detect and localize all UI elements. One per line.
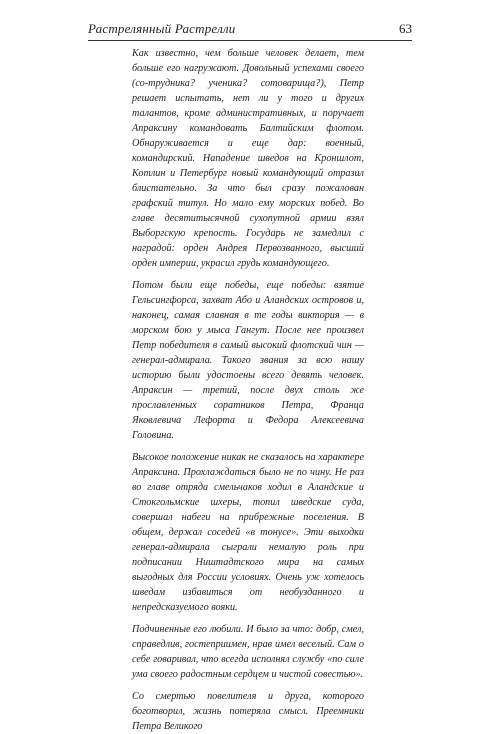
paragraph-character-raids: Высокое положение никак не сказалось на характере Апраксина. Прохлаждаться было не по чину. Не раз во главе отряда смельчаков ходил в Аландские и Стокгольмские шхеры, топил шведские суда, совершал набеги на прибрежные поселения. В общем, держал соседей «в тонусе». Эти выходки генерал-адмирала сыграли немалую роль при подписании Ништадтского мира на самых выгодных для России условиях. Очень уж хотелось шведам избавиться от необузданного и непредсказуемого вояки. — [132, 452, 364, 613]
header-rule — [88, 40, 412, 41]
book-title: Растрелянный Растрелли — [88, 21, 236, 36]
paragraph-death-of-peter: Со смертью повелителя и друга, которого боготворил, жизнь потеряла смысл. Преемники Петра Великого — [132, 691, 364, 732]
page-body — [132, 46, 364, 734]
page-number: 63 — [399, 21, 412, 36]
paragraph-subordinates: Подчиненные его любили. И было за что: добр, смел, справедлив, гостеприимен, нрав имел веселый. Сам о себе говаривал, что всегда исполнял службу «по силе ума своего радостным сердцем и чистой совестью». — [132, 624, 364, 680]
paragraph-victories-general-admiral: Потом были еще победы, еще победы: взятие Гельсингфорса, захват Або и Аландских островов и, наконец, самая славная в те годы виктория — в морском бою у мыса Гангут. После нее произвел Петр победителя в самый высокий флотский чин — генерал-адмирала. Такого звания за всю нашу историю были удостоены всего девять человек. Апраксин — третий, после двух столь же прославленных соратников Петра, Франца Яковлевича Лефорта и Федора Алексеевича Головина. — [132, 280, 364, 441]
paragraph-apraksin-fleet-command: Как известно, чем больше человек делает, тем больше его нагружают. Довольный успехами своего (со-трудника? ученика? сотоварища?), Петр решает испытать, нет ли у того и других талантов, кроме административных, и поручает Апраксину командовать Балтийским флотом. Обнаруживается и еще дар: военный, командирский. Нападение шведов на Кроншлот, Котлин и Петербург новый командующий отразил блистательно. За что был сразу пожалован графский титул. Но мало ему морских побед. Во главе десятитысячной сухопутной армии взял Выборгскую крепость. Государь не замедлил с наградой: орден Андрея Первозванного, высший орден империи, украсил грудь командующего. — [132, 48, 364, 269]
